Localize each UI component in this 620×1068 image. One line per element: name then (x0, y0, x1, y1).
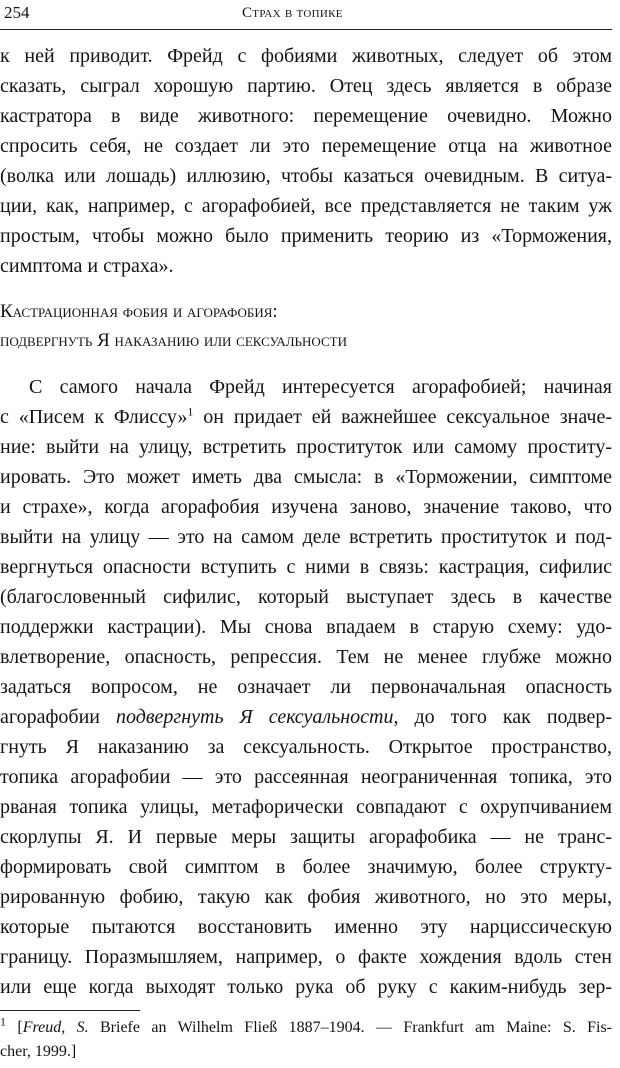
footnote-line (0, 1016, 612, 1040)
text-span: , до того как подвер- (393, 706, 612, 728)
text-span: он придает ей важнейшее сексуальное значе- (193, 406, 612, 428)
header-rule (0, 29, 612, 30)
section-heading-line: Кастрационная фобия и агорафобия: (0, 301, 278, 322)
footnote-author: Freud, S. (22, 1019, 89, 1036)
page-number: 254 (4, 3, 30, 22)
text-line: поддержки кастрации). Мы снова впадаем в старую схему: удо- (0, 616, 612, 638)
text-line: топика агорафобии — это рассеянная неограниченная топика, это (0, 766, 612, 788)
text-line: формировать свой симптом в более значимую, более структу- (0, 856, 612, 878)
text-line: кастратора в виде животного: перемещение очевидно. Можно (0, 105, 612, 127)
text-line: или еще когда выходят только рука об руку с каким-нибудь зер- (0, 976, 612, 998)
italic-emphasis: подвергнуть Я сексуальности (116, 706, 394, 728)
text-line: рированную фобию, такую как фобия животного, но это меры, (0, 886, 612, 908)
text-line: которые пытаются восстановить именно эту нарциссическую (0, 916, 612, 938)
text-line: симптома и страха». (0, 255, 174, 277)
footnote-reference: 1 (187, 404, 194, 419)
text-line: гнуть Я наказанию за сексуальность. Открытое пространство, (0, 736, 612, 758)
text-line: ировать. Это может иметь два смысла: в «Торможении, симптоме (0, 466, 612, 488)
footnote-line: cher, 1999.] (0, 1043, 77, 1060)
text-line: границу. Поразмышляем, например, о факте хождения вдоль стен (0, 946, 612, 968)
text-line: выйти на улицу — это на самом деле встретить проституток и под- (0, 526, 612, 548)
text-span: Briefe an Wilhelm Fließ 1887–1904. — Frankfurt am Maine: S. Fis- (88, 1019, 612, 1036)
section-heading-line: подвергнуть Я наказанию или сексуальности (0, 330, 347, 351)
text-line: С самого начала Фрейд интересуется агорафобией; начиная (29, 376, 612, 398)
footnote-marker: 1 (0, 1014, 6, 1029)
text-line: задаться вопросом, не означает ли первоначальная опасность (0, 676, 612, 698)
text-line: и страхе», когда агорафобия изучена заново, значение таково, что (0, 496, 612, 518)
running-title: Страх в топике (242, 5, 343, 21)
text-span: [ (17, 1019, 23, 1036)
text-line (0, 702, 612, 732)
text-line: простым, чтобы можно было применить теорию из «Торможения, (0, 225, 612, 247)
text-line: к ней приводит. Фрейд с фобиями животных, следует об этом (0, 45, 612, 67)
page-header (0, 0, 620, 40)
text-span: с «Писем к Флиссу» (0, 406, 188, 428)
text-line: сказать, сыграл хорошую партию. Отец здесь является в образе (0, 75, 612, 97)
text-line: (волка или лошадь) иллюзию, чтобы казаться очевидным. В ситуа- (0, 165, 612, 187)
text-line: рваная топика улицы, метафорически совпадают с охрупчиванием (0, 796, 612, 818)
text-line (0, 402, 612, 432)
text-line: скорлупы Я. И первые меры защиты агорафобика — не транс- (0, 826, 612, 848)
text-line: (благословенный сифилис, который выступает здесь в качестве (0, 586, 612, 608)
text-line: влетворение, опасность, репрессия. Тем не менее глубже можно (0, 646, 612, 668)
text-line: спросить себя, не создает ли это перемещение отца на животное (0, 135, 612, 157)
text-line: вергнуться опасности вступить с ними в связь: кастрация, сифилис (0, 556, 612, 578)
text-span: агорафобии (0, 706, 116, 728)
footnote-rule (0, 1010, 140, 1011)
text-line: ние: выйти на улицу, встретить проституток или самому проститу- (0, 436, 612, 458)
text-line: ции, как, например, с агорафобией, все представляется не таким уж (0, 195, 612, 217)
